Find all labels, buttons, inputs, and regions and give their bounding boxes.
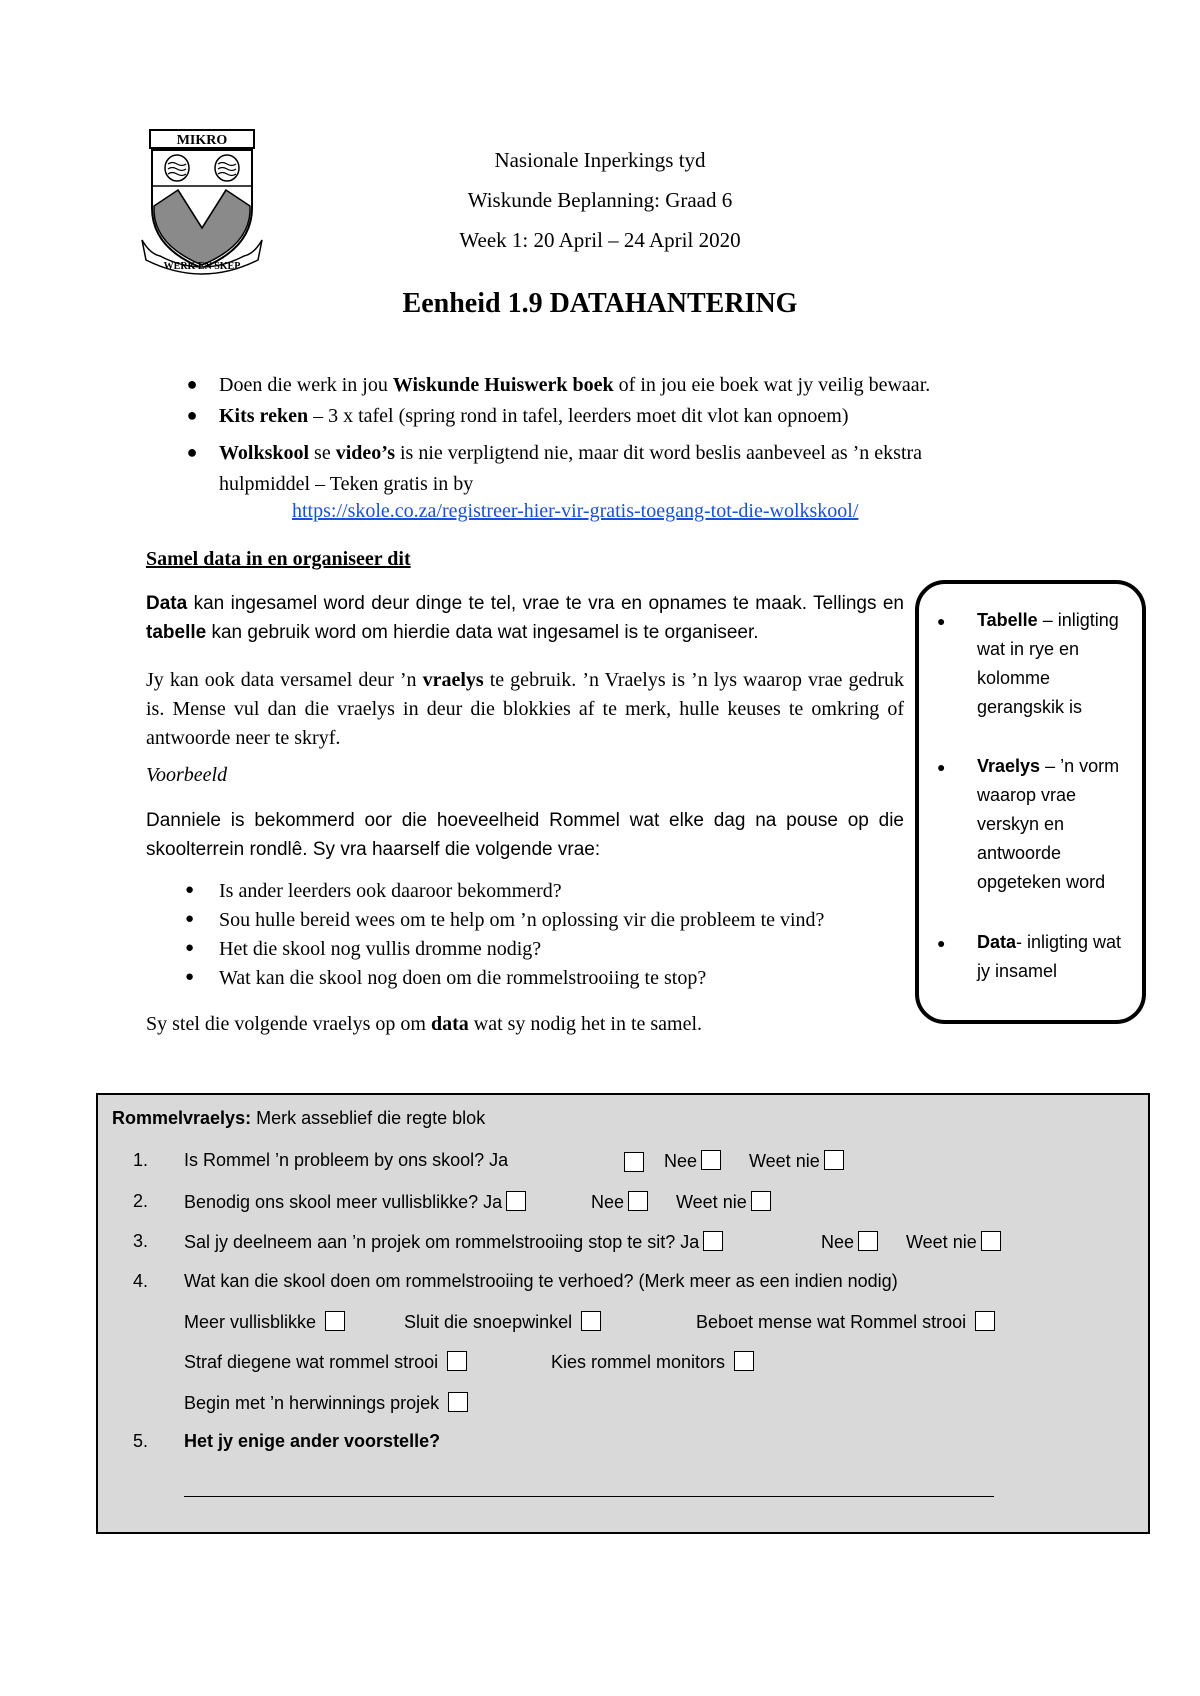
q3-weet-nie-option[interactable]: Weet nie (906, 1231, 1001, 1253)
paragraph-danniele: Danniele is bekommerd oor die hoeveelheid Rommel wat elke dag na pouse op die skoolterrein rondlê. Sy vra haarself die volgende vrae: (146, 810, 904, 860)
survey-form (96, 1093, 1150, 1534)
q2-weet-nie-option[interactable]: Weet nie (676, 1191, 771, 1213)
question-5: Het jy enige ander voorstelle? (184, 1431, 441, 1451)
paragraph-data-intro: Data kan ingesamel word deur dinge te tel, vrae te vra en opnames te maak. Tellings en tabelle kan gebruik word om hierdie data wat ingesamel is te organiseer. (146, 593, 904, 643)
q4-option[interactable]: Begin met ’n herwinnings projek (184, 1392, 468, 1414)
q4-option[interactable]: Kies rommel monitors (551, 1351, 754, 1373)
question-number: 3. (132, 1231, 148, 1251)
question-number: 5. (132, 1431, 148, 1451)
q2-nee-option[interactable]: Nee (591, 1191, 648, 1213)
q1-ja-checkbox[interactable] (624, 1152, 644, 1172)
q1-weet-nie-option[interactable]: Weet nie (749, 1150, 844, 1172)
definition-tabelle: ● Tabelle – inligting wat in rye en kolomme gerangskik is (937, 610, 1119, 717)
question-4: Wat kan die skool doen om rommelstrooiing te verhoed? (Merk meer as een indien nodig) (184, 1271, 898, 1291)
survey-heading: Rommelvraelys: Merk asseblief die regte blok (112, 1108, 486, 1128)
section-heading: Samel data in en organiseer dit (146, 548, 411, 570)
q3-nee-option[interactable]: Nee (821, 1231, 878, 1253)
definition-vraelys: ● Vraelys – ’n vorm waarop vrae verskyn en antwoorde opgeteken word (937, 756, 1120, 892)
question-1: Is Rommel ’n probleem by ons skool? Ja (184, 1150, 509, 1170)
question-number: 1. (132, 1150, 148, 1170)
paragraph-questionnaire: Jy kan ook data versamel deur ’n vraelys te gebruik. ’n Vraelys is ’n lys waarop vrae gedruk is. Mense vul dan die vraelys in deur die blokkies af te merk, hulle keuses te omkring of antwoorde neer te skryf. (146, 669, 904, 749)
instruction-item: ● Wolkskool se video’s is nie verpligtend nie, maar dit word beslis aanbeveel as ’n ekstra hulpmiddel – Teken gratis in by (186, 442, 923, 495)
question-number: 2. (132, 1191, 148, 1211)
q1-nee-option[interactable]: Nee (664, 1150, 721, 1172)
question-3[interactable]: Sal jy deelneem aan ’n projek om rommelstrooiing stop te sit? Ja (184, 1231, 723, 1253)
instruction-item: ● Kits reken – 3 x tafel (spring rond in tafel, leerders moet dit vlot kan opnoem) (186, 405, 849, 427)
question-2[interactable]: Benodig ons skool meer vullisblikke? Ja (184, 1191, 526, 1213)
header-line-3: Week 1: 20 April – 24 April 2020 (459, 228, 741, 252)
header-line-1: Nasionale Inperkings tyd (494, 148, 706, 172)
definitions-box (915, 580, 1146, 1024)
logo-motto: WERK EN SKEP (163, 261, 241, 272)
school-crest-logo (140, 128, 275, 283)
q4-option[interactable]: Beboet mense wat Rommel strooi (696, 1311, 995, 1333)
answer-line[interactable] (184, 1496, 994, 1497)
q4-option[interactable]: Straf diegene wat rommel strooi (184, 1351, 467, 1373)
page-title: Eenheid 1.9 DATAHANTERING (402, 288, 798, 319)
header-line-2: Wiskunde Beplanning: Graad 6 (467, 188, 733, 212)
definition-data: ● Data- inligting wat jy insamel (937, 932, 1122, 981)
instruction-item: ● Doen die werk in jou Wiskunde Huiswerk boek of in jou eie boek wat jy veilig bewaar. (186, 374, 931, 396)
logo-title: MIKRO (176, 133, 228, 148)
q4-option[interactable]: Meer vullisblikke (184, 1311, 345, 1333)
q4-option[interactable]: Sluit die snoepwinkel (404, 1311, 601, 1333)
example-label: Voorbeeld (146, 764, 228, 786)
question-number: 4. (132, 1271, 148, 1291)
paragraph-survey-intro: Sy stel die volgende vraelys op om data wat sy nodig het in te samel. (146, 1013, 703, 1035)
wolkskool-link[interactable]: https://skole.co.za/registreer-hier-vir-gratis-toegang-tot-die-wolkskool/ (292, 500, 859, 522)
